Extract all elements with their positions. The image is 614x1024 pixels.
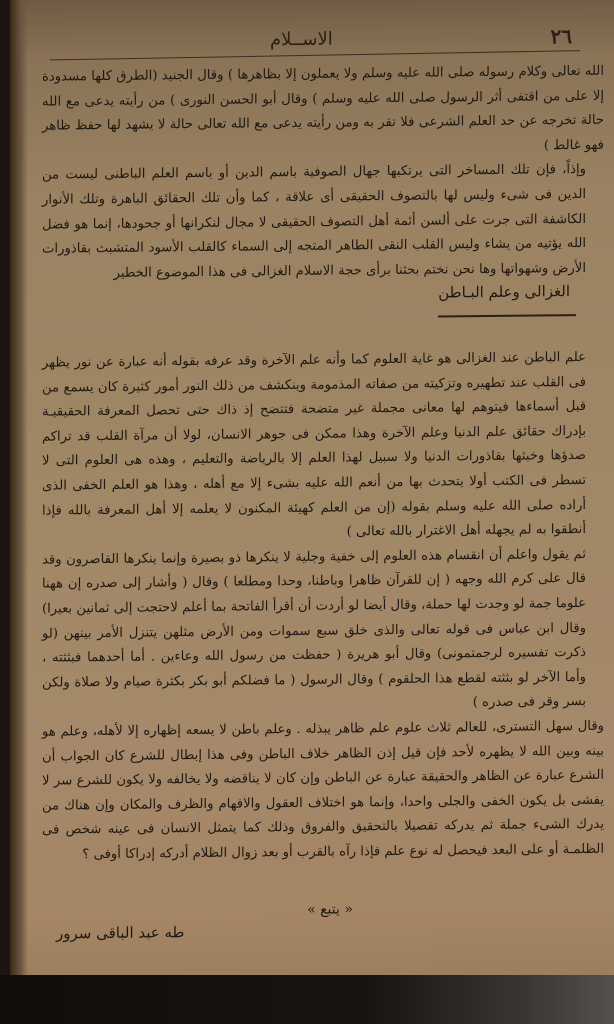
- paragraph: وإذاً، فإن تلك المساخر التى يرتكبها جهال الصوفية باسم الدين أو باسم العلم الباطنى ليست من الدين فى شىء وليس لها بالتصوف الحقيقى أى علاقة ، كما وأن تلك الحقائق الباهرة وتلك الأنوار الكاشفة التى جرت على ألسن أئمة أهل التصوف الحقيقى لا مجال لنكرانها أو جحودها، إنما هو فضل الله يؤتيه من يشاء وليس القلب النقى الطاهر المتجه إلى السماء كالقلب الأسود المتشبث بقاذورات الأرض وشهواتها وها نحن نختم بحثنا برأى حجة الاسلام الغزالى فى هذا الموضوع الخطير: [42, 162, 586, 281]
- background-surface: [0, 975, 614, 1024]
- to-be-continued: « يتبع »: [307, 901, 353, 918]
- paragraph: وقال سهل التسترى، للعالم ثلاث علوم علم ظاهر يبذله . وعلم باطن لا يسعه إظهاره إلا لأهله، وعلم هو بينه وبين الله لا يظهره لأحد فإن قيل إذن الظاهر خلاف الباطن وفى هذا إبطال للشرع كان الجواب أن الشرع عبارة عن الظاهر والحقيقة عبارة عن الباطن وإن كان لا يناقضه ولا يخالفه ولا يكون للشرع سر لا يفشى بل يكون الخفى والجلى واحدا، وإنما هو اختلاف العقول والافهام والظرف والمكان وإن هناك من يدرك الشىء جملة ثم يدركه تفصيلا بالتحقيق والفروق وذلك كما يتمثل الانسان فى عينه شخص فى الظلمـة أو على البعد فيحصل له نوع علم فإذا رآه بالقرب أو بعد زوال الظلام أدركه إدراكا أوفى ؟: [42, 718, 604, 863]
- paragraph: علم الباطن عند الغزالى هو غاية العلوم كما وأنه علم الآخرة وقد عرفه بقوله أنه عبارة عن نور يظهر فى القلب عند تطهيره وتزكيته من صفاته المذمومة وينكشف من ذلك النور أمور كثيرة كان يسمع من قبل أسماءها فيتوهم لها معانى مجملة غير متضحة فتتضح إذ ذاك حتى تحصل المعرفة الحقيقيـة بإدراك حقائق علم الدنيا وعلم الآخرة وهذا ممكن فى جوهر الانسان، لولا أن مرآة القلب قد تراكم صدؤها وخبثها بقاذورات الدنيا ولا سبيل لهذا العلم إلا بالرياضة والتعليم ، وهذه هى العلوم التى لا تسطر فى الكتب أولا يتحدث بها من أنعم الله عليه بشىء إلا مع أهله ، وهذا هو العلم الخفى الذى أراده صلى الله عليه وسلم بقوله (إن من العلم كهيئة المكنون لا يعلمه إلا أهل المعرفة بالله فإذا أنطقوا به لم يجهله أهل الاغترار بالله تعالى ): [42, 349, 586, 540]
- running-title: الاســلام: [270, 28, 333, 51]
- book-page: [10, 0, 614, 1000]
- paragraph: ثم يقول واعلم أن انقسام هذه العلوم إلى خفية وجلية لا ينكرها ذو بصيرة وإنما ينكرها القاصرون وقد قال على كرم الله وجهه ( إن للقرآن ظاهرا وباطنا، وحدا ومطلعا ) وقال ( وأشار إلى صدره إن ههنا علوما جمة لو وجدت لها حملة، وقال أيضا لو أردت أن أقرأ الفاتحة بما أعلم لاحتجت إلى ثمانين بعيرا) وقال ابن عباس فى قوله تعالى والذى خلق سبع سموات ومن الأرض مثلهن يتنزل الأمر بينهن (لو ذكرت تفسيره لرجمتمونى) وقال أبو هريرة ( حفظت من رسول الله وعاءين . أما أحدهما فبثثته ، وأما الآخر لو بثثته لقطع هذا الحلقوم ) وقال الرسول ( ما فضلكم أبو بكر بكثرة صيام ولا صلاة ولكن بسر وقر فى صدره ): [42, 546, 586, 711]
- section-heading-underline: [438, 314, 576, 317]
- body-text: [42, 346, 604, 868]
- section-heading: الغزالى وعلم البـاطن: [438, 282, 570, 302]
- page-number: ٢٦: [550, 24, 572, 49]
- author-signature: طه عبد الباقى سرور: [56, 923, 185, 943]
- intro-text: [42, 60, 604, 287]
- paragraph: الله تعالى وكلام رسوله صلى الله عليه وسلم ولا يعملون إلا بظاهرها ) وقال الجنيد (الطرق كلها مسدودة إلا على من اقتفى أثر الرسول صلى الله عليه وسلم ) وقال أبو الحسن النورى ) من رأيته يدعى مع الله حالة تخرجه عن حد العلم الشرعى فلا تقر به ومن رأيته يدعى مع الله تعالى حالة لا يشهد لها حفظ ظاهر فهو غالط ): [42, 63, 604, 154]
